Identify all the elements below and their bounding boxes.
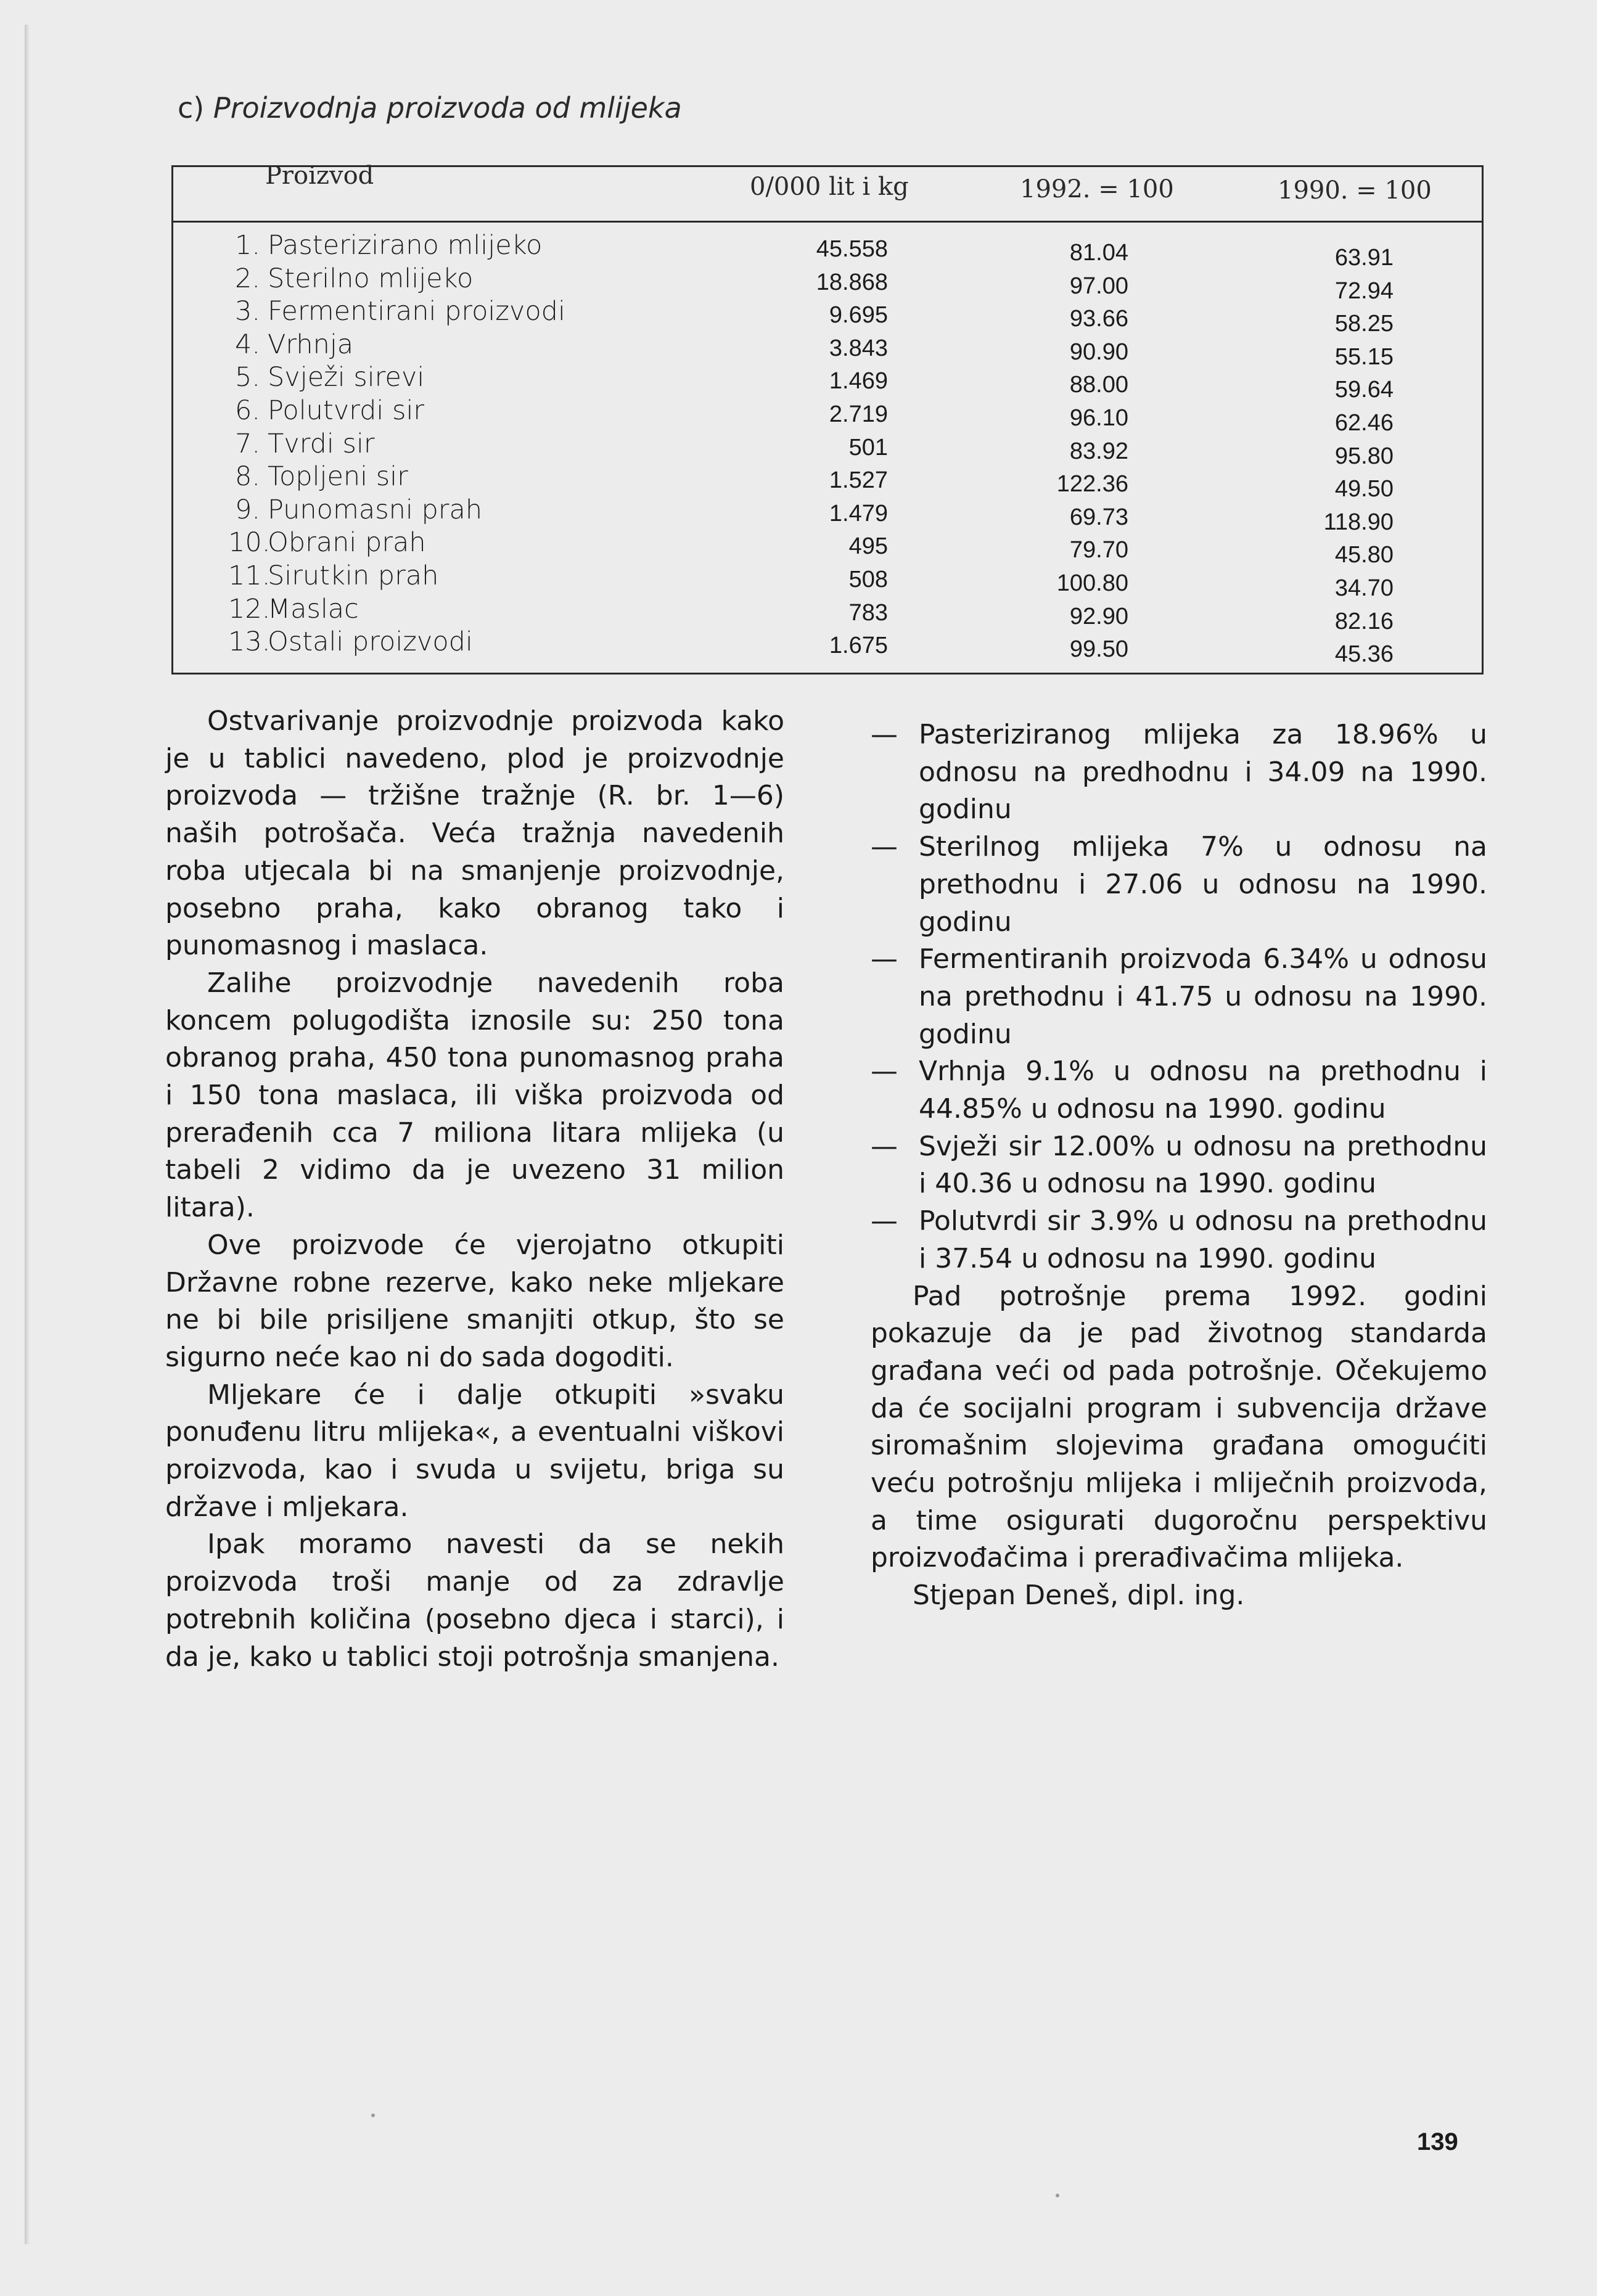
author-signature: Stjepan Deneš, dipl. ing. — [913, 1580, 1245, 1612]
list-item — [871, 829, 1487, 941]
index-1992-cell: 93.66 — [1069, 306, 1128, 332]
product-name: Topljeni sir — [268, 461, 408, 493]
index-1990-cell: 55.15 — [1334, 343, 1394, 370]
product-name: Sterilno mlijeko — [268, 263, 474, 294]
header-index-1992: 1992. = 100 — [1020, 175, 1174, 203]
index-1992-cell: 92.90 — [1069, 603, 1128, 629]
product-column — [228, 229, 771, 659]
index-1992-cell: 100.80 — [1056, 570, 1128, 596]
dash-marker: — — [871, 1056, 898, 1088]
list-item-text: Vrhnja 9.1% u odnosu na prethodnu i 44.85% u odnosu na 1990. godinu — [919, 1056, 1487, 1125]
quantity-cell: 508 — [848, 566, 888, 592]
table-header-rule — [171, 221, 1484, 223]
section-title — [178, 91, 682, 125]
dash-marker: — — [871, 1205, 898, 1237]
scan-edge-shadow — [25, 25, 30, 2244]
list-item — [871, 1203, 1487, 1277]
index-1990-cell: 118.90 — [1323, 509, 1394, 535]
product-name: Punomasni prah — [268, 494, 483, 525]
quantity-cell: 2.719 — [829, 401, 888, 427]
index-1992-column — [1005, 237, 1128, 666]
left-text-column — [165, 703, 784, 1676]
product-cell — [228, 593, 771, 626]
quantity-cell: 1.675 — [829, 633, 888, 659]
index-1992-cell: 83.92 — [1069, 438, 1128, 464]
index-1992-cell: 90.90 — [1069, 338, 1128, 365]
paragraph: Mljekare će i dalje otkupiti »svaku ponuđenu litru mlijeka«, a eventualni viškovi proizvoda, kao i svuda u svijetu, briga su države i mljekara. — [165, 1379, 784, 1523]
row-number: 6. — [234, 395, 260, 426]
row-number: 1. — [234, 230, 260, 261]
quantity-cell: 1.479 — [829, 500, 888, 527]
row-number: 8. — [234, 461, 260, 493]
section-title-text: Proizvodnja proizvoda od mlijeka — [213, 91, 682, 125]
paragraph: Ipak moramo navesti da se nekih proizvoda troši manje od za zdravlje potrebnih količina (posebno djeca i starci), i da je, kako u tablici stoji potrošnja smanjena. — [165, 1528, 784, 1673]
product-cell — [228, 361, 771, 395]
row-number: 9. — [234, 494, 260, 525]
row-number: 2. — [234, 263, 260, 294]
index-1992-cell: 88.00 — [1069, 372, 1128, 398]
page-number: 139 — [1417, 2128, 1458, 2155]
product-cell — [228, 428, 771, 461]
dash-marker: — — [871, 943, 898, 975]
dash-marker: — — [871, 831, 898, 863]
quantity-cell: 3.843 — [829, 335, 888, 361]
product-cell — [228, 229, 771, 263]
quantity-cell: 501 — [848, 434, 888, 461]
product-name: Fermentirani proizvodi — [268, 296, 565, 327]
product-cell — [228, 560, 771, 593]
scan-speck — [371, 2114, 375, 2117]
index-1990-cell: 49.50 — [1334, 476, 1394, 502]
index-1992-cell: 97.00 — [1069, 273, 1128, 299]
quantity-column — [758, 233, 888, 663]
header-quantity: 0/000 lit i kg — [750, 173, 909, 201]
row-number: 5. — [234, 362, 260, 393]
list-item — [871, 1128, 1487, 1203]
product-name: Vrhnja — [268, 329, 354, 360]
list-item — [871, 716, 1487, 829]
quantity-cell: 783 — [848, 599, 888, 626]
list-item — [871, 941, 1487, 1053]
row-number: 7. — [234, 428, 260, 459]
quantity-cell: 9.695 — [829, 302, 888, 329]
section-prefix: c) — [178, 91, 205, 125]
list-item-text: Fermentiranih proizvoda 6.34% u odnosu na prethodnu i 41.75 u odnosu na 1990. godinu — [919, 943, 1487, 1050]
header-index-1990: 1990. = 100 — [1278, 176, 1432, 205]
index-1992-cell: 69.73 — [1069, 504, 1128, 530]
quantity-cell: 45.558 — [816, 236, 888, 262]
index-1990-cell: 72.94 — [1334, 277, 1394, 304]
paragraph: Ostvarivanje proizvodnje proizvoda kako je u tablici navedeno, plod je proizvodnje proizvoda — tržišne tražnje (R. br. 1—6) naših potrošača. Veća tražnja navedenih roba utjecala bi na smanjenje proizvodnje, posebno praha, kako obranog tako i punomasnog i maslaca. — [165, 705, 784, 962]
index-1990-cell: 59.64 — [1334, 377, 1394, 403]
index-1990-cell: 95.80 — [1334, 443, 1394, 469]
row-number: 13. — [228, 626, 271, 658]
product-name: Ostali proizvodi — [268, 626, 473, 658]
index-1992-cell: 79.70 — [1069, 537, 1128, 564]
quantity-cell: 18.868 — [816, 269, 888, 295]
dash-marker: — — [871, 1130, 898, 1162]
product-name: Svježi sirevi — [268, 362, 425, 393]
quantity-cell: 1.527 — [829, 467, 888, 494]
list-item-text: Svježi sir 12.00% u odnosu na prethodnu i 40.36 u odnosu na 1990. godinu — [919, 1130, 1487, 1200]
product-cell — [228, 295, 771, 329]
product-cell — [228, 527, 771, 560]
index-1992-cell: 99.50 — [1069, 636, 1128, 663]
product-cell — [228, 395, 771, 428]
index-1990-column — [1264, 242, 1394, 671]
quantity-cell: 495 — [848, 533, 888, 560]
product-cell — [228, 494, 771, 527]
product-name: Sirutkin prah — [268, 560, 439, 591]
product-cell — [228, 626, 771, 659]
index-1990-cell: 45.36 — [1334, 641, 1394, 668]
index-1990-cell: 82.16 — [1334, 608, 1394, 634]
product-cell — [228, 263, 771, 296]
product-name: Obrani prah — [268, 527, 426, 559]
row-number: 10. — [228, 527, 271, 559]
row-number: 3. — [234, 296, 260, 327]
list-item-text: Pasteriziranog mlijeka za 18.96% u odnosu na predhodnu i 34.09 na 1990. godinu — [919, 719, 1487, 826]
quantity-cell: 1.469 — [829, 368, 888, 395]
product-name: Maslac — [268, 593, 359, 625]
paragraph: Zalihe proizvodnje navedenih roba koncem polugodišta iznosile su: 250 tona obranog praha, 450 tona punomasnog praha i 150 tona maslaca, ili viška proizvoda od prerađenih cca 7 miliona litara mlijeka (u tabeli 2 vidimo da je uvezeno 31 milion litara). — [165, 967, 784, 1224]
row-number: 12. — [228, 593, 271, 625]
row-number: 4. — [234, 329, 260, 360]
index-1990-cell: 34.70 — [1334, 575, 1394, 601]
row-number: 11. — [228, 560, 271, 591]
header-product: Proizvod — [265, 162, 374, 190]
index-1992-cell: 96.10 — [1069, 404, 1128, 431]
list-item-text: Sterilnog mlijeka 7% u odnosu na prethodnu i 27.06 u odnosu na 1990. godinu — [919, 831, 1487, 938]
right-text-column — [871, 716, 1487, 1615]
product-cell — [228, 461, 771, 494]
index-1990-cell: 63.91 — [1334, 245, 1394, 271]
closing-paragraph: Pad potrošnje prema 1992. godini pokazuje da je pad životnog standarda građana veći od pada potrošnje. Očekujemo da će socijalni program i subvencija države siromašnim slojevima građana omogućiti veću potrošnju mlijeka i mliječnih proizvoda, a time osigurati dugoročnu perspektivu proizvođačima i prerađivačima mlijeka. — [871, 1280, 1487, 1574]
index-1990-cell: 58.25 — [1334, 311, 1394, 337]
product-name: Tvrdi sir — [268, 428, 375, 459]
index-1992-cell: 81.04 — [1069, 240, 1128, 266]
list-item-text: Polutvrdi sir 3.9% u odnosu na prethodnu i 37.54 u odnosu na 1990. godinu — [919, 1205, 1487, 1274]
index-1990-cell: 62.46 — [1334, 409, 1394, 436]
product-name: Polutvrdi sir — [268, 395, 425, 426]
product-cell — [228, 329, 771, 362]
paragraph: Ove proizvode će vjerojatno otkupiti Državne robne rezerve, kako neke mljekare ne bi bile prisiljene smanjiti otkup, što se sigurno neće kao ni do sada dogoditi. — [165, 1229, 784, 1373]
index-1992-cell: 122.36 — [1056, 471, 1128, 498]
dash-marker: — — [871, 719, 898, 750]
list-item — [871, 1053, 1487, 1128]
product-name: Pasterizirano mlijeko — [268, 230, 543, 261]
index-1990-cell: 45.80 — [1334, 542, 1394, 568]
scan-speck — [1056, 2194, 1059, 2197]
